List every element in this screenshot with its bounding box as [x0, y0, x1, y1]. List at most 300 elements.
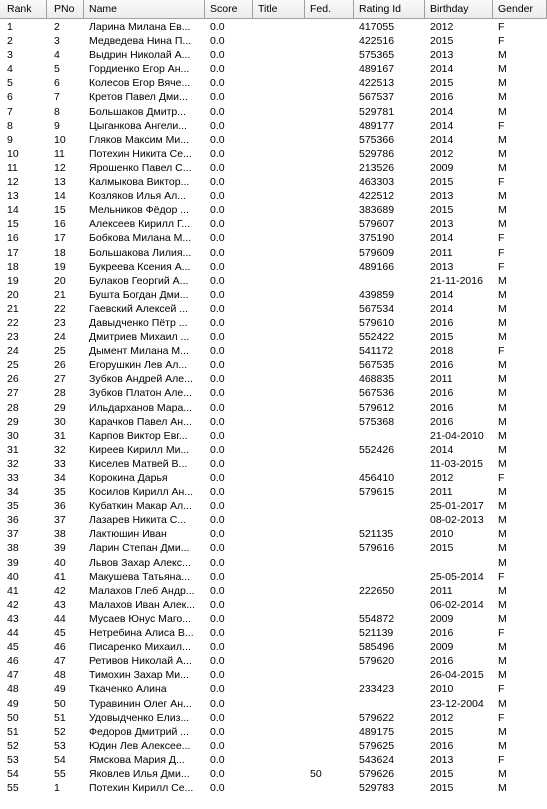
rating-id-cell: 417055: [359, 21, 395, 33]
score-cell: 0.0: [210, 218, 225, 231]
rating-id-cell: 575368: [359, 415, 395, 428]
score-cell: 0.0: [210, 119, 225, 132]
score-cell: 0.0: [210, 77, 225, 90]
table-row[interactable]: [0, 330, 547, 344]
column-header-rank[interactable]: Rank: [0, 0, 47, 18]
name-cell: Булаков Георгий А...: [89, 274, 189, 287]
rank-cell: 48: [7, 683, 19, 696]
name-cell: Кретов Павел Дми...: [89, 91, 188, 104]
pno-cell: 28: [54, 387, 66, 400]
score-cell: 0.0: [210, 316, 225, 329]
gender-cell: F: [498, 119, 505, 132]
birthday-cell: 2014: [430, 119, 454, 132]
rank-cell: 55: [7, 782, 19, 795]
fed-cell: [305, 175, 354, 189]
title-cell: [253, 76, 305, 90]
score-cell: 0.0: [210, 190, 225, 203]
rank-cell: 9: [7, 133, 13, 146]
table-row[interactable]: [0, 147, 547, 161]
rank-cell: 12: [7, 176, 19, 189]
name-cell: Гаевский Алексей ...: [89, 302, 189, 315]
name-cell: Карачков Павел Ан...: [89, 415, 192, 428]
column-header-rating-id[interactable]: Rating Id: [354, 0, 425, 18]
table-row[interactable]: [0, 48, 547, 62]
table-row[interactable]: [0, 753, 547, 767]
rating-id-cell: 383689: [359, 204, 395, 217]
birthday-cell: 2011: [430, 486, 453, 499]
pno-cell: 20: [54, 274, 66, 287]
name-cell: Ямскова Мария Д...: [89, 753, 185, 766]
fed-cell: [305, 189, 354, 203]
name-cell: Кубаткин Макар Ал...: [89, 500, 192, 513]
title-cell: [253, 217, 305, 231]
title-cell: [253, 767, 305, 781]
gender-cell: M: [498, 105, 507, 118]
rating-id-cell: 579620: [359, 655, 395, 668]
table-row[interactable]: [0, 358, 547, 372]
column-header-name[interactable]: Name: [84, 0, 205, 18]
gender-cell: M: [498, 725, 507, 738]
score-cell: 0.0: [210, 711, 225, 724]
score-cell: 0.0: [210, 63, 225, 76]
fed-cell: [305, 725, 354, 739]
fed-cell: [305, 781, 354, 795]
rating-id-cell: 222650: [359, 584, 395, 597]
table-row[interactable]: [0, 34, 547, 48]
rank-cell: 23: [7, 331, 19, 344]
rating-id-cell: [354, 429, 425, 443]
birthday-cell: 08-02-2013: [430, 514, 484, 527]
birthday-cell: 21-11-2016: [430, 274, 483, 287]
title-cell: [253, 20, 305, 34]
table-row[interactable]: [0, 570, 547, 584]
column-header-gender[interactable]: Gender: [493, 0, 547, 18]
fed-cell: [305, 133, 354, 147]
rating-id-cell: 579615: [359, 486, 395, 499]
rating-id-cell: 567535: [359, 359, 395, 372]
pno-cell: 31: [54, 429, 66, 442]
title-cell: [253, 62, 305, 76]
score-cell: 0.0: [210, 331, 225, 344]
table-row[interactable]: [0, 499, 547, 513]
name-cell: Ларина Милана Ев...: [89, 21, 191, 33]
table-row[interactable]: [0, 725, 547, 739]
name-cell: Мельников Фёдор ...: [89, 204, 189, 217]
table-row[interactable]: [0, 90, 547, 104]
birthday-cell: 2011: [430, 246, 453, 259]
table-row[interactable]: [0, 189, 547, 203]
name-cell: Писаренко Михаил...: [89, 641, 191, 654]
rating-id-cell: 579625: [359, 739, 395, 752]
title-cell: [253, 316, 305, 330]
gender-cell: F: [498, 345, 505, 358]
gender-cell: M: [498, 133, 507, 146]
fed-cell: [305, 20, 354, 34]
pno-cell: 9: [54, 119, 60, 132]
birthday-cell: 2013: [430, 218, 454, 231]
rating-id-cell: 489167: [359, 63, 395, 76]
rank-cell: 45: [7, 641, 19, 654]
title-cell: [253, 415, 305, 429]
rating-id-cell: 541172: [359, 345, 394, 358]
table-row[interactable]: [0, 598, 547, 612]
table-row[interactable]: [0, 20, 547, 34]
fed-cell: [305, 386, 354, 400]
title-cell: [253, 753, 305, 767]
pno-cell: 14: [54, 190, 66, 203]
pno-cell: 41: [54, 570, 66, 583]
rating-id-cell: 579612: [359, 401, 395, 414]
rank-cell: 13: [7, 190, 19, 203]
table-row[interactable]: [0, 203, 547, 217]
rating-id-cell: 529781: [359, 105, 395, 118]
fed-cell: [305, 147, 354, 161]
rank-cell: 51: [7, 725, 19, 738]
rating-id-cell: 489177: [359, 119, 395, 132]
pno-cell: 24: [54, 331, 66, 344]
title-cell: [253, 34, 305, 48]
pno-cell: 39: [54, 542, 66, 555]
name-cell: Ильдарханов Мара...: [89, 401, 193, 414]
birthday-cell: 2015: [430, 725, 454, 738]
title-cell: [253, 443, 305, 457]
fed-cell: [305, 443, 354, 457]
score-cell: 0.0: [210, 486, 225, 499]
fed-cell: [305, 246, 354, 260]
fed-cell: [305, 302, 354, 316]
table-row[interactable]: [0, 640, 547, 654]
birthday-cell: 2014: [430, 302, 454, 315]
fed-cell: [305, 316, 354, 330]
pno-cell: 7: [54, 91, 60, 104]
birthday-cell: 2016: [430, 91, 454, 104]
pno-cell: 40: [54, 556, 66, 569]
table-row[interactable]: [0, 288, 547, 302]
column-header-birthday[interactable]: Birthday: [425, 0, 493, 18]
gender-cell: M: [498, 387, 507, 400]
table-row[interactable]: [0, 274, 547, 288]
fed-cell: [305, 217, 354, 231]
table-row[interactable]: [0, 161, 547, 175]
rank-cell: 46: [7, 655, 19, 668]
fed-cell: [305, 372, 354, 386]
pno-cell: 13: [54, 176, 66, 189]
rank-cell: 5: [7, 77, 13, 90]
rank-cell: 25: [7, 359, 19, 372]
score-cell: 0.0: [210, 570, 225, 583]
birthday-cell: 2015: [430, 767, 454, 780]
birthday-cell: 2010: [430, 683, 454, 696]
score-cell: 0.0: [210, 627, 225, 640]
title-cell: [253, 697, 305, 711]
gender-cell: M: [498, 359, 507, 372]
rank-cell: 53: [7, 753, 19, 766]
table-row[interactable]: [0, 457, 547, 471]
fed-cell: [305, 358, 354, 372]
gender-cell: F: [498, 570, 505, 583]
birthday-cell: 2015: [430, 176, 454, 189]
title-cell: [253, 584, 305, 598]
gender-cell: M: [498, 528, 507, 541]
rank-cell: 41: [7, 584, 19, 597]
table-row[interactable]: [0, 133, 547, 147]
table-row[interactable]: [0, 415, 547, 429]
gender-cell: M: [498, 218, 507, 231]
pno-cell: 44: [54, 612, 66, 625]
title-cell: [253, 598, 305, 612]
birthday-cell: 2015: [430, 782, 454, 795]
table-row[interactable]: [0, 654, 547, 668]
table-row[interactable]: [0, 527, 547, 541]
table-row[interactable]: [0, 556, 547, 570]
rating-id-cell: 585496: [359, 641, 395, 654]
title-cell: [253, 48, 305, 62]
title-cell: [253, 274, 305, 288]
table-row[interactable]: [0, 302, 547, 316]
score-cell: 0.0: [210, 401, 225, 414]
pno-cell: 27: [54, 373, 66, 386]
name-cell: Федоров Дмитрий ...: [89, 725, 189, 738]
birthday-cell: 2014: [430, 443, 454, 456]
gender-cell: M: [498, 655, 507, 668]
table-row[interactable]: [0, 344, 547, 358]
rating-id-cell: 579622: [359, 711, 395, 724]
pno-cell: 16: [54, 218, 66, 231]
title-cell: [253, 682, 305, 696]
fed-cell: [305, 654, 354, 668]
table-row[interactable]: [0, 386, 547, 400]
title-cell: [253, 781, 305, 795]
rating-id-cell: 579610: [359, 316, 395, 329]
name-cell: Гордиенко Егор Ан...: [89, 63, 190, 76]
name-cell: Львов Захар Алекс...: [89, 556, 191, 569]
gender-cell: F: [498, 711, 505, 724]
score-cell: 0.0: [210, 176, 225, 189]
name-cell: Калмыкова Виктор...: [89, 176, 190, 189]
pno-cell: 53: [54, 739, 66, 752]
name-cell: Потехин Кирилл Се...: [89, 782, 194, 795]
title-cell: [253, 640, 305, 654]
title-cell: [253, 386, 305, 400]
birthday-cell: 2013: [430, 753, 454, 766]
pno-cell: 15: [54, 204, 66, 217]
column-header-pno[interactable]: PNo: [47, 0, 84, 18]
rank-cell: 1: [7, 21, 13, 33]
score-cell: 0.0: [210, 359, 225, 372]
table-row[interactable]: [0, 246, 547, 260]
table-row[interactable]: [0, 485, 547, 499]
rank-cell: 35: [7, 500, 19, 513]
pno-cell: 52: [54, 725, 66, 738]
rating-id-cell: 567536: [359, 387, 395, 400]
rating-id-cell: 233423: [359, 683, 395, 696]
fed-cell: [305, 485, 354, 499]
rank-cell: 40: [7, 570, 19, 583]
rating-id-cell: [354, 556, 425, 570]
rating-id-cell: 456410: [359, 472, 395, 484]
rating-id-cell: [354, 598, 425, 612]
table-row[interactable]: [0, 260, 547, 274]
table-row[interactable]: [0, 76, 547, 90]
name-cell: Туравинин Олег Ан...: [89, 697, 192, 710]
score-cell: 0.0: [210, 641, 225, 654]
table-row[interactable]: [0, 513, 547, 527]
table-row[interactable]: [0, 626, 547, 640]
table-row[interactable]: [0, 697, 547, 711]
name-cell: Яковлев Илья Дми...: [89, 767, 190, 780]
score-cell: 0.0: [210, 260, 225, 273]
score-cell: 0.0: [210, 500, 225, 513]
gender-cell: F: [498, 683, 505, 696]
table-row[interactable]: [0, 217, 547, 231]
pno-cell: 51: [54, 711, 66, 724]
gender-cell: M: [498, 288, 507, 301]
table-row[interactable]: [0, 541, 547, 555]
name-cell: Зубков Платон Але...: [89, 387, 193, 400]
birthday-cell: 2016: [430, 316, 454, 329]
score-cell: 0.0: [210, 528, 225, 541]
birthday-cell: 2016: [430, 655, 454, 668]
score-cell: 0.0: [210, 161, 225, 174]
rank-cell: 36: [7, 514, 19, 527]
table-row[interactable]: [0, 429, 547, 443]
rank-cell: 31: [7, 443, 19, 456]
title-cell: [253, 429, 305, 443]
score-cell: 0.0: [210, 725, 225, 738]
rating-id-cell: 552426: [359, 443, 395, 456]
column-header-fed[interactable]: Fed.: [305, 0, 354, 18]
table-row[interactable]: [0, 443, 547, 457]
pno-cell: 43: [54, 598, 66, 611]
rank-cell: 20: [7, 288, 19, 301]
table-row[interactable]: [0, 175, 547, 189]
table-row[interactable]: [0, 612, 547, 626]
score-cell: 0.0: [210, 739, 225, 752]
fed-cell: [305, 401, 354, 415]
fed-cell: [305, 48, 354, 62]
title-cell: [253, 556, 305, 570]
gender-cell: M: [498, 697, 507, 710]
pno-cell: 34: [54, 472, 66, 484]
column-header-score[interactable]: Score: [205, 0, 253, 18]
title-cell: [253, 161, 305, 175]
fed-cell: [305, 62, 354, 76]
table-row[interactable]: [0, 668, 547, 682]
name-cell: Потехин Никита Се...: [89, 147, 192, 160]
pno-cell: 2: [54, 21, 60, 33]
rating-id-cell: 422513: [359, 77, 395, 90]
birthday-cell: 2014: [430, 288, 454, 301]
table-row[interactable]: [0, 62, 547, 76]
title-cell: [253, 90, 305, 104]
rank-cell: 3: [7, 49, 13, 62]
rating-id-cell: 579616: [359, 542, 395, 555]
birthday-cell: 2015: [430, 77, 454, 90]
pno-cell: 1: [54, 782, 60, 795]
rank-cell: 11: [7, 161, 18, 174]
rating-id-cell: [354, 499, 425, 513]
rating-id-cell: [354, 274, 425, 288]
gender-cell: M: [498, 486, 507, 499]
name-cell: Макушева Татьяна...: [89, 570, 191, 583]
birthday-cell: 2013: [430, 260, 454, 273]
score-cell: 0.0: [210, 288, 225, 301]
column-header-title[interactable]: Title: [253, 0, 305, 18]
pno-cell: 25: [54, 345, 66, 358]
table-row[interactable]: [0, 119, 547, 133]
rank-cell: 54: [7, 767, 19, 780]
fed-cell: [305, 556, 354, 570]
table-row[interactable]: [0, 711, 547, 725]
title-cell: [253, 668, 305, 682]
rating-id-cell: [354, 697, 425, 711]
fed-cell: [305, 119, 354, 133]
fed-cell: [305, 471, 354, 485]
rank-cell: 32: [7, 457, 19, 470]
table-row[interactable]: [0, 682, 547, 696]
table-row[interactable]: [0, 401, 547, 415]
birthday-cell: 2011: [430, 373, 453, 386]
table-row[interactable]: [0, 781, 547, 795]
table-row[interactable]: [0, 767, 547, 781]
table-row[interactable]: [0, 739, 547, 753]
pno-cell: 36: [54, 500, 66, 513]
name-cell: Малахов Иван Алек...: [89, 598, 196, 611]
fed-cell: [305, 598, 354, 612]
rank-cell: 27: [7, 387, 19, 400]
table-row[interactable]: [0, 105, 547, 119]
pno-cell: 30: [54, 415, 66, 428]
table-row[interactable]: [0, 372, 547, 386]
gender-cell: M: [498, 190, 507, 203]
fed-cell: [305, 105, 354, 119]
rank-cell: 14: [7, 204, 19, 217]
fed-cell: [305, 274, 354, 288]
name-cell: Малахов Глеб Андр...: [89, 584, 195, 597]
name-cell: Юдин Лев Алексее...: [89, 739, 191, 752]
gender-cell: M: [498, 204, 507, 217]
birthday-cell: 2016: [430, 627, 454, 640]
rank-cell: 33: [7, 472, 19, 484]
rating-id-cell: 554872: [359, 612, 395, 625]
rating-id-cell: [354, 570, 425, 584]
table-row[interactable]: [0, 231, 547, 245]
gender-cell: M: [498, 415, 507, 428]
pno-cell: 22: [54, 302, 66, 315]
fed-cell: [305, 513, 354, 527]
title-cell: [253, 570, 305, 584]
title-cell: [253, 739, 305, 753]
score-cell: 0.0: [210, 753, 225, 766]
rank-cell: 34: [7, 486, 19, 499]
title-cell: [253, 246, 305, 260]
table-row[interactable]: [0, 316, 547, 330]
title-cell: [253, 372, 305, 386]
score-cell: 0.0: [210, 232, 225, 245]
birthday-cell: 2013: [430, 49, 454, 62]
gender-cell: M: [498, 584, 507, 597]
score-cell: 0.0: [210, 457, 225, 470]
rating-id-cell: [354, 668, 425, 682]
fed-cell: [305, 415, 354, 429]
table-row[interactable]: [0, 471, 547, 485]
gender-cell: F: [498, 472, 505, 484]
pno-cell: 37: [54, 514, 66, 527]
score-cell: 0.0: [210, 584, 225, 597]
rank-cell: 42: [7, 598, 19, 611]
table-row[interactable]: [0, 584, 547, 598]
name-cell: Дымент Милана М...: [89, 345, 189, 358]
